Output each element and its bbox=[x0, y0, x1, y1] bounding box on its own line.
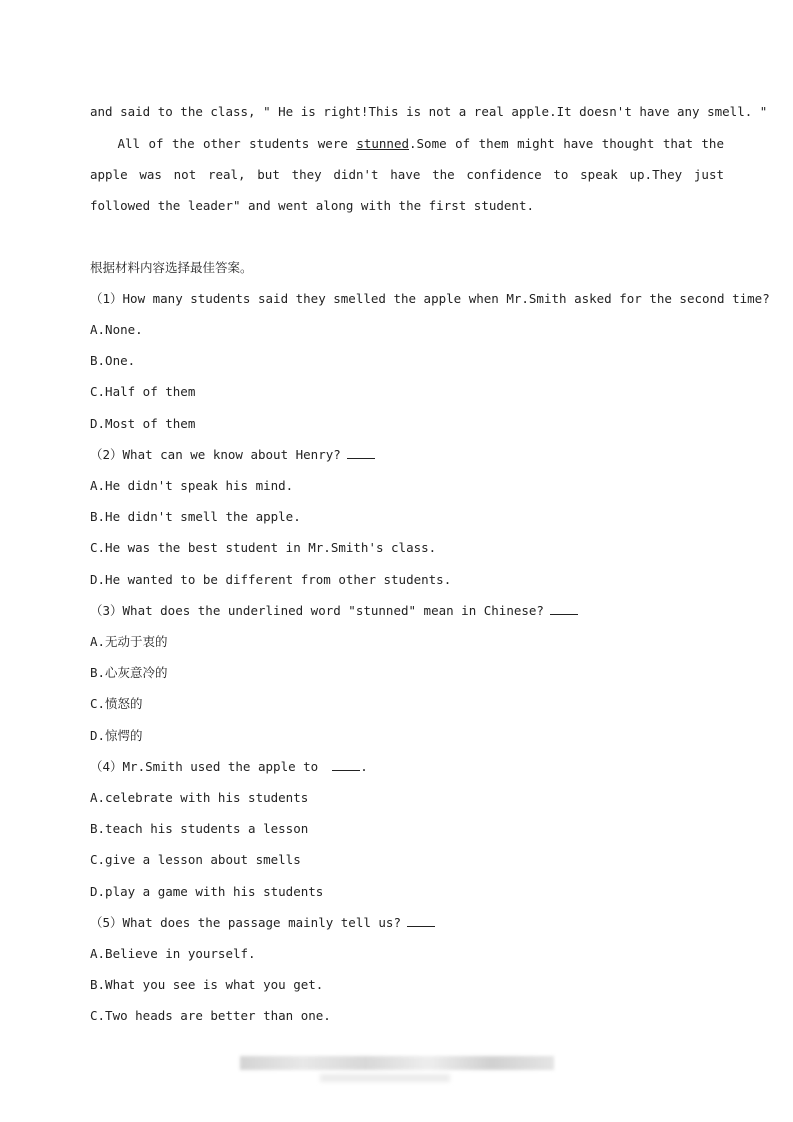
question-4-option-d[interactable]: D.play a game with his students bbox=[90, 884, 324, 899]
question-1-stem: （1）How many students said they smelled the apple when Mr.Smith asked for the second time? bbox=[90, 291, 770, 306]
question-3-option-b[interactable]: B.心灰意冷的 bbox=[90, 665, 168, 680]
question-5 bbox=[90, 914, 435, 932]
answer-blank[interactable] bbox=[347, 446, 375, 459]
question-5-option-c[interactable]: C.Two heads are better than one. bbox=[90, 1008, 331, 1023]
question-3 bbox=[90, 602, 578, 620]
question-5-option-a[interactable]: A.Believe in yourself. bbox=[90, 946, 256, 961]
answer-blank[interactable] bbox=[550, 602, 578, 615]
question-4-option-a[interactable]: A.celebrate with his students bbox=[90, 790, 309, 805]
underlined-word: stunned bbox=[356, 136, 409, 151]
question-2-option-c[interactable]: C.He was the best student in Mr.Smith's class. bbox=[90, 540, 437, 555]
passage-text-after: .Some of them might have thought that the apple was not real, but they didn't have the confidence to speak up.They just followed the leader" and went along with the first student. bbox=[90, 136, 724, 213]
question-5-option-b[interactable]: B.What you see is what you get. bbox=[90, 977, 324, 992]
question-3-stem: （3）What does the underlined word "stunned" mean in Chinese? bbox=[90, 603, 544, 618]
footer-watermark bbox=[240, 1056, 554, 1070]
question-4-option-c[interactable]: C.give a lesson about smells bbox=[90, 852, 301, 867]
question-2-stem: （2）What can we know about Henry? bbox=[90, 447, 341, 462]
instruction-text: 根据材料内容选择最佳答案。 bbox=[90, 260, 253, 275]
question-5-stem: （5）What does the passage mainly tell us? bbox=[90, 915, 401, 930]
question-1-option-c[interactable]: C.Half of them bbox=[90, 384, 196, 399]
question-2-option-b[interactable]: B.He didn't smell the apple. bbox=[90, 509, 301, 524]
question-1-option-b[interactable]: B.One. bbox=[90, 353, 136, 368]
question-1-option-d[interactable]: D.Most of them bbox=[90, 416, 196, 431]
question-2 bbox=[90, 446, 375, 464]
answer-blank[interactable] bbox=[407, 914, 435, 927]
question-4-option-b[interactable]: B.teach his students a lesson bbox=[90, 821, 309, 836]
passage-line-1: and said to the class, " He is right!This is not a real apple.It doesn't have any smell. " bbox=[90, 104, 768, 119]
question-4 bbox=[90, 758, 368, 776]
footer-watermark-sub bbox=[320, 1074, 450, 1082]
question-3-option-a[interactable]: A.无动于衷的 bbox=[90, 634, 168, 649]
question-4-stem: （4）Mr.Smith used the apple to bbox=[90, 759, 319, 774]
question-3-option-c[interactable]: C.愤怒的 bbox=[90, 696, 143, 711]
passage-paragraph-2 bbox=[90, 128, 724, 221]
question-3-option-d[interactable]: D.惊愕的 bbox=[90, 728, 143, 743]
question-2-option-d[interactable]: D.He wanted to be different from other students. bbox=[90, 572, 452, 587]
question-1-option-a[interactable]: A.None. bbox=[90, 322, 143, 337]
answer-blank[interactable] bbox=[332, 758, 360, 771]
passage-text-before: All of the other students were bbox=[117, 136, 357, 151]
question-4-stem-end: . bbox=[360, 759, 368, 774]
question-2-option-a[interactable]: A.He didn't speak his mind. bbox=[90, 478, 294, 493]
